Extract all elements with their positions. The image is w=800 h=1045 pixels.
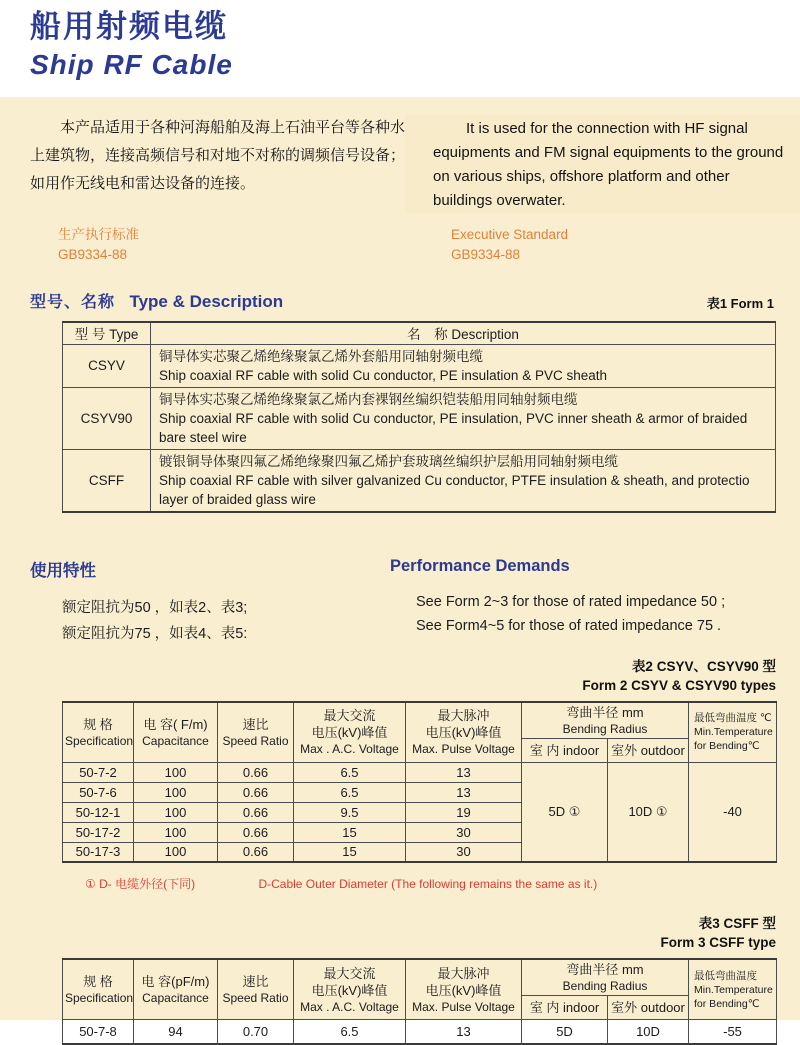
standard-block-en [405,225,800,265]
header-cap-en: Capacitance [142,991,209,1005]
header-spec-cn: 规 格 [83,716,113,732]
speed-ratio-cell: 0.66 [218,782,294,802]
capacitance-cell: 100 [134,802,218,822]
footnote [85,875,800,892]
table1-header-row [63,322,776,344]
table2-caption [0,657,776,695]
header-pulse-cn: 最大脉冲 [437,965,490,981]
impedance-note-cn-1: 额定阻抗为50 ，如表2、表3; [62,599,248,616]
capacitance-cell: 100 [134,762,218,782]
description-en: Ship coaxial RF cable with silver galvanized Cu conductor, PTFE insulation & sheath, and protectio layer of braided glass wire [159,472,750,507]
cable-type: CSYV [63,344,151,387]
section2-right [390,557,800,647]
header-specification [63,702,134,763]
header-speed-cn: 速比 [242,974,269,989]
header-cap-cn: 电 容( F/m) [143,716,208,732]
header-min-temperature [689,702,777,763]
pulse-voltage-cell: 13 [406,1020,522,1044]
cable-type: CSYV90 [63,387,151,449]
pulse-voltage-cell: 13 [406,782,522,802]
type-description-table [62,321,776,513]
header-indoor-label: 室 内 indoor [529,1000,600,1015]
table2-caption-en: Form 2 CSYV & CSYV90 types [582,677,776,693]
impedance-note-cn-2: 额定阻抗为75 ，如表4、表5: [62,625,248,642]
header-bending-radius [522,959,689,996]
header-speed-cn: 速比 [242,716,269,732]
standard-code-cn: GB9334-88 [58,247,128,262]
description-cn: 铜导体实芯聚乙烯绝缘聚氯乙烯内套裸钢丝编织铠装船用同轴射频电缆 [159,391,578,407]
capacitance-cell: 100 [134,842,218,862]
standard-label-cn: 生产执行标准 [58,227,139,242]
header-ac-cn: 最大交流 [323,965,376,981]
content-panel [0,97,800,1039]
intro-paragraph-en: It is used for the connection with HF signal equipments and FM signal equipments to the ground on various ships, offshore platform and other buildings overwater. [433,120,784,209]
table3-caption-en: Form 3 CSFF type [660,935,776,950]
table-row [63,344,776,387]
header-speed-ratio [218,959,294,1020]
capacitance-cell: 94 [134,1020,218,1044]
table-row [63,449,776,512]
header-bending-radius [522,702,689,739]
table2-caption-cn: 表2 CSYV、CSYV90 型 [631,658,776,674]
header-specification [63,959,134,1020]
header-pulse-en: Max. Pulse Voltage [412,742,515,756]
intro-section [0,114,800,213]
header-spec-en: Specification [65,991,134,1005]
impedance-note-en-1: See Form 2~3 for those of rated impedance 50 ; [416,593,726,610]
csff-spec-table [62,958,777,1045]
ac-voltage-cell: 15 [294,842,406,862]
section2-title-en: Performance Demands [390,556,570,575]
header-cap-en: Capacitance [142,733,209,748]
section1-heading-row [0,289,800,312]
description-en: Ship coaxial RF cable with solid Cu conductor, PE insulation & PVC sheath [159,367,607,383]
section1-title [30,289,283,312]
outdoor-radius-cell: 10D ① [608,762,689,862]
table3-caption [0,914,776,952]
header-temp-en2: for Bending℃ [694,740,760,752]
header-capacitance [134,959,218,1020]
spec-cell: 50-7-2 [63,762,134,782]
section1-title-cn: 型号、名称 [30,294,116,311]
description-cn: 铜导体实芯聚乙烯绝缘聚氯乙烯外套船用同轴射频电缆 [159,348,483,364]
form1-label: 表1 Form 1 [706,296,774,311]
pulse-voltage-cell: 19 [406,802,522,822]
section2-row [0,557,800,647]
header-outdoor-label: 室外 outdoor [611,742,685,758]
indoor-radius-cell: 5D ① [522,762,608,862]
csyv-spec-table [62,701,777,864]
header-bend-cn: 弯曲半径 mm [566,962,644,977]
header-spec-cn: 规 格 [83,974,113,989]
table-row [63,387,776,449]
intro-paragraph-cn: 本产品适用于各种河海船舶及海上石油平台等各种水上建筑物，连接高频信号和对地不对称的调频信号设备；如用作无线电和雷达设备的连接。 [30,119,406,192]
capacitance-cell: 100 [134,782,218,802]
section1-title-en: Type & Description [129,292,284,311]
impedance-note-en-2: See Form4~5 for those of rated impedance 75 . [416,617,722,634]
header-outdoor [608,738,689,762]
header-ac-voltage [294,959,406,1020]
ac-voltage-cell: 6.5 [294,1020,406,1044]
speed-ratio-cell: 0.66 [218,842,294,862]
cable-description [151,387,776,449]
pulse-voltage-cell: 13 [406,762,522,782]
ac-voltage-cell: 6.5 [294,782,406,802]
header-pulse-voltage [406,959,522,1020]
header-indoor [522,738,608,762]
header-outdoor [608,996,689,1020]
header-capacitance [134,702,218,763]
intro-column-cn [0,114,405,213]
section2-title-cn: 使用特性 [30,561,96,580]
min-temp-cell: -55 [689,1020,777,1044]
header-bend-en: Bending Radius [562,721,648,736]
footnote-en: D-Cable Outer Diameter (The following remains the same as it.) [258,877,598,891]
table2-header-row-1 [63,702,777,739]
header-temp-en2: for Bending℃ [694,997,760,1010]
page-title-cn: 船用射频电缆 [30,9,228,44]
header-temp-cn: 最低弯曲温度 [694,969,758,982]
spec-cell: 50-12-1 [63,802,134,822]
cable-description [151,449,776,512]
speed-ratio-cell: 0.70 [218,1020,294,1044]
header-pulse-cn2: 电压(kV)峰值 [425,725,502,740]
description-en: Ship coaxial RF cable with solid Cu conductor, PE insulation, PVC inner sheath & armor of braided bare steel wire [159,410,748,445]
header-ac-cn2: 电压(kV)峰值 [311,725,388,740]
header-min-temperature [689,959,777,1020]
table1-header-type: 型 号 Type [63,322,151,344]
speed-ratio-cell: 0.66 [218,822,294,842]
header-spec-en: Specification [65,733,134,748]
header-ac-cn: 最大交流 [323,708,376,723]
header-speed-en: Speed Ratio [222,991,289,1005]
table-row [63,762,777,782]
header-speed-en: Speed Ratio [222,733,289,748]
page-title-en: Ship RF Cable [30,49,233,81]
header-ac-voltage [294,702,406,763]
header-pulse-cn: 最大脉冲 [437,708,490,723]
ac-voltage-cell: 15 [294,822,406,842]
table3-header-row-1 [63,959,777,996]
standard-block-cn [0,225,405,265]
section2-left [0,557,390,647]
cable-type: CSFF [63,449,151,512]
impedance-notes-en [390,590,800,638]
header-pulse-en: Max. Pulse Voltage [412,999,515,1014]
header-ac-en: Max . A.C. Voltage [300,999,399,1014]
header-bend-en: Bending Radius [562,979,648,993]
header-speed-ratio [218,702,294,763]
spec-cell: 50-7-8 [63,1020,134,1044]
header-bend-cn: 弯曲半径 mm [566,704,644,720]
header-cap-cn: 电 容(pF/m) [141,974,210,989]
pulse-voltage-cell: 30 [406,842,522,862]
outdoor-radius-cell: 10D [608,1020,689,1044]
header-pulse-cn2: 电压(kV)峰值 [425,982,502,998]
speed-ratio-cell: 0.66 [218,802,294,822]
header-indoor-label: 室 内 indoor [529,742,600,758]
standards-section [0,225,800,265]
footnote-cn: ① D- 电缆外径(下同) [85,877,196,891]
header-temp-en1: Min.Temperature [694,983,773,996]
speed-ratio-cell: 0.66 [218,762,294,782]
description-cn: 镀银铜导体聚四氟乙烯绝缘聚四氟乙烯护套玻璃丝编织护层船用同轴射频电缆 [159,453,618,469]
pulse-voltage-cell: 30 [406,822,522,842]
cable-description [151,344,776,387]
table-row [63,1020,777,1044]
spec-cell: 50-17-3 [63,842,134,862]
indoor-radius-cell: 5D [522,1020,608,1044]
header-ac-en: Max . A.C. Voltage [300,742,399,756]
ac-voltage-cell: 6.5 [294,762,406,782]
min-temp-cell: -40 [689,762,777,862]
masthead [0,0,800,97]
header-indoor [522,996,608,1020]
standard-code-en: GB9334-88 [451,247,521,262]
header-temp-cn: 最低弯曲温度 ℃ [694,712,772,724]
spec-cell: 50-7-6 [63,782,134,802]
intro-column-en [405,114,800,213]
standard-label-en: Executive Standard [451,227,569,242]
capacitance-cell: 100 [134,822,218,842]
header-pulse-voltage [406,702,522,763]
spec-cell: 50-17-2 [63,822,134,842]
ac-voltage-cell: 9.5 [294,802,406,822]
table3-caption-cn: 表3 CSFF 型 [698,916,776,931]
header-outdoor-label: 室外 outdoor [611,1000,685,1015]
impedance-notes-cn [30,595,390,647]
table1-header-description: 名 称 Description [151,322,776,344]
header-temp-en1: Min.Temperature [694,726,773,738]
header-ac-cn2: 电压(kV)峰值 [311,982,388,998]
